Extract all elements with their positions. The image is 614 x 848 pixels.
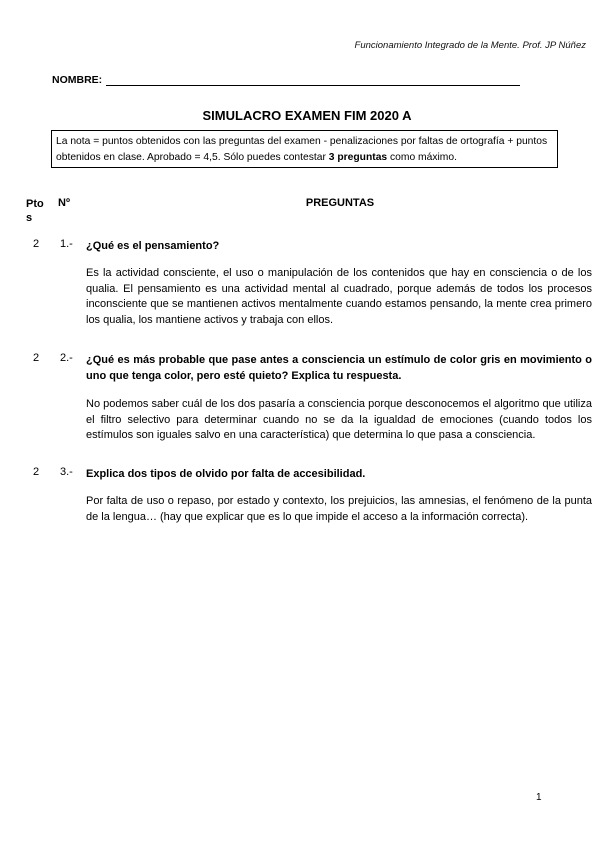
note-text-2: como máximo.	[387, 152, 457, 163]
question-text: ¿Qué es el pensamiento?	[86, 240, 220, 252]
question-text: Explica dos tipos de olvido por falta de accesibilidad.	[86, 468, 366, 480]
question-points: 2	[33, 352, 40, 364]
question-number: 2.-	[60, 352, 73, 364]
answer-text: No podemos saber cuál de los dos pasaría a consciencia porque desconocemos el algoritmo que utiliza el filtro selectivo para determinar cuando no se da la igualdad de emociones (cuando todos los estímulos son iguales salvo en una característica) que determina lo que pasa a consciencia.	[86, 398, 592, 441]
column-header-num: Nº	[58, 197, 70, 209]
nombre-label: NOMBRE:	[52, 74, 103, 86]
answer-text: Por falta de uso o repaso, por estado y contexto, los prejuicios, las amnesias, el fenómeno de la punta de la lengua… (hay que explicar que es lo que impide el acceso a la información correcta).	[86, 495, 592, 523]
exam-title: SIMULACRO EXAMEN FIM 2020 A	[202, 108, 412, 123]
answer-text: Es la actividad consciente, el uso o manipulación de los contenidos que hay en consciencia o de los qualia. El pensamiento es una actividad mental al cuadrado, porque además de todos los procesos inconsciente que se mantienen activos mentalmente cuando estamos pensando, la mente crea primero los qualia, los mantiene activos y trabaja con ellos.	[86, 267, 592, 326]
question-number: 3.-	[60, 466, 73, 478]
course-header: Funcionamiento Integrado de la Mente. Prof. JP Núñez	[354, 40, 586, 51]
grading-note-box	[51, 130, 558, 168]
page-number: 1	[536, 792, 542, 803]
column-header-pts: Pto s	[26, 198, 44, 224]
question-points: 2	[33, 466, 40, 478]
nombre-line	[106, 85, 520, 86]
note-text-1: La nota = puntos obtenidos con las preguntas del examen - penalizaciones por faltas de ortografía + puntos obtenidos en clase. Aprobado = 4,5. Sólo puedes contestar	[56, 136, 548, 163]
question-text: ¿Qué es más probable que pase antes a consciencia un estímulo de color gris en movimiento o uno que tenga color, pero esté quieto? Explica tu respuesta.	[86, 354, 592, 382]
note-text-bold: 3 preguntas	[328, 152, 388, 163]
question-number: 1.-	[60, 238, 73, 250]
question-points: 2	[33, 238, 40, 250]
column-header-preguntas: PREGUNTAS	[305, 197, 375, 209]
